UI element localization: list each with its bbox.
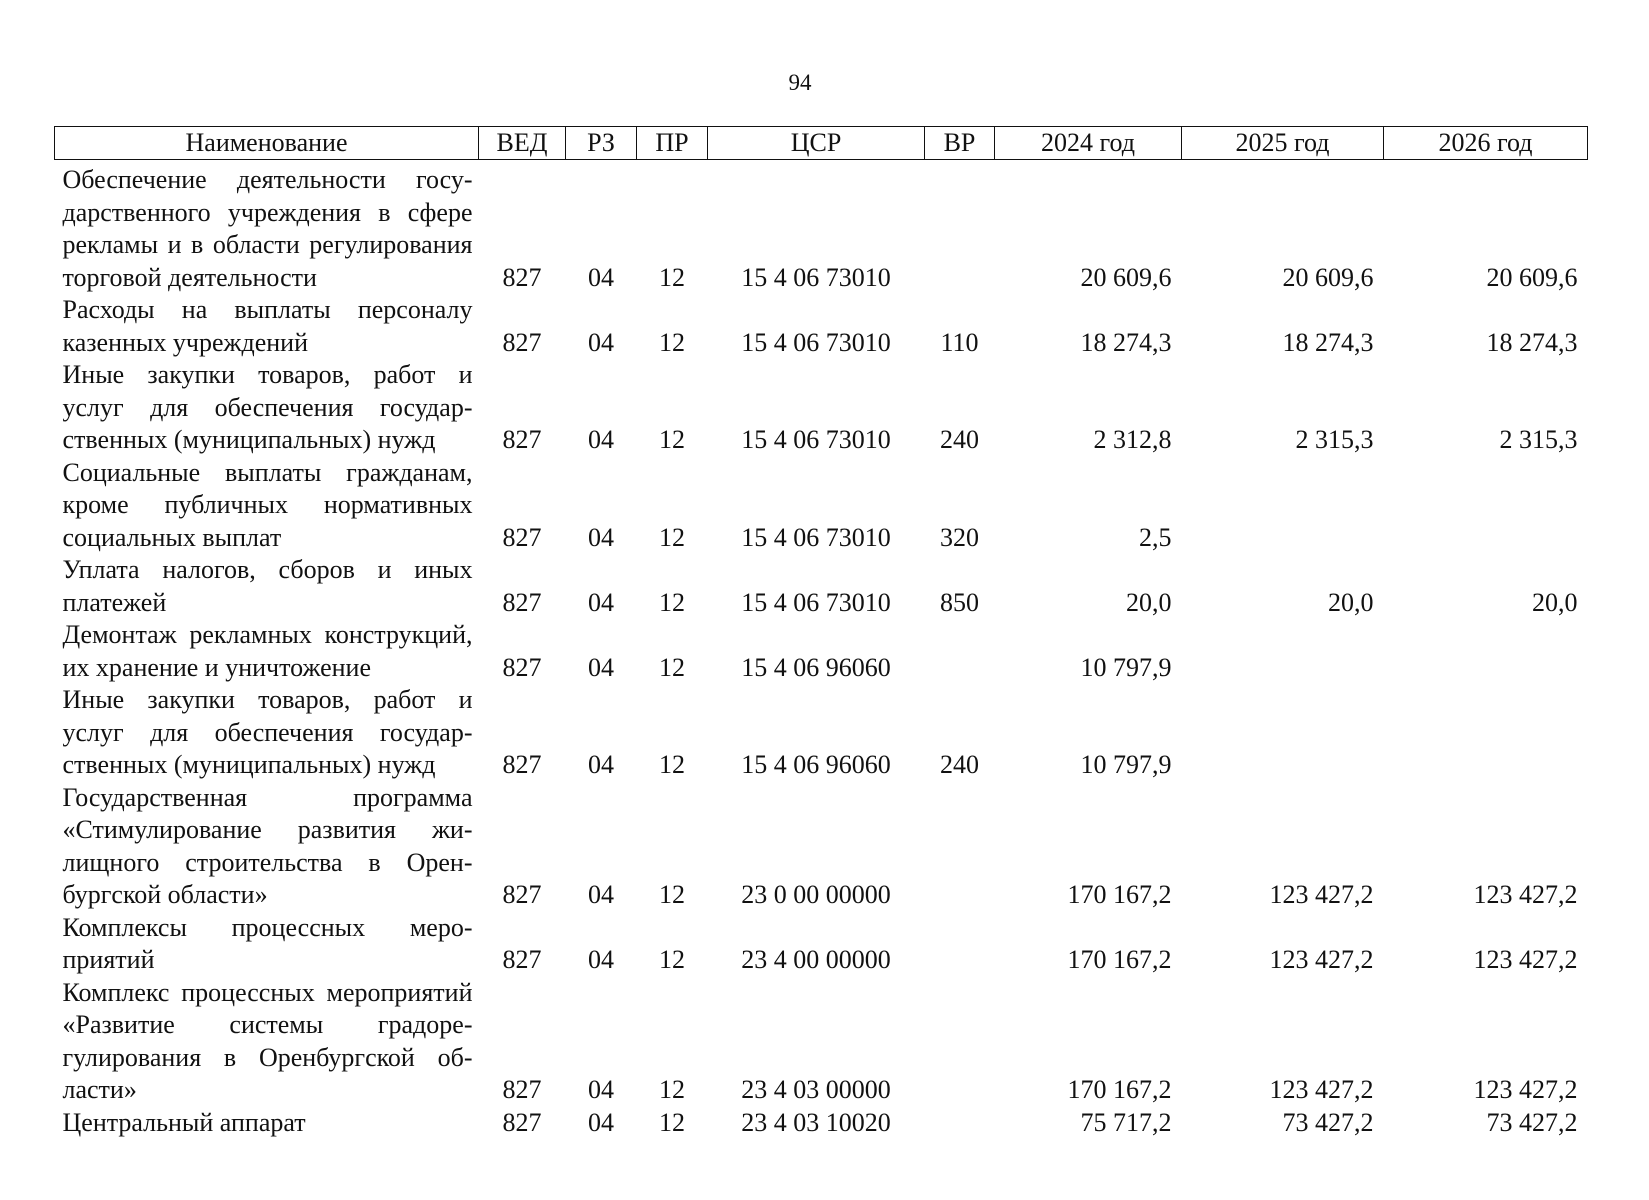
row-amount-2025	[1182, 619, 1384, 684]
table-row	[55, 164, 1588, 294]
row-amount-2025: 123 427,2	[1269, 880, 1374, 909]
table-body	[55, 160, 1588, 1140]
row-rz: 04	[588, 327, 614, 357]
row-amount-2026: 20 609,6	[1486, 262, 1578, 292]
row-rz: 04	[588, 1075, 614, 1104]
row-rz: 04	[588, 587, 614, 617]
header-2024: 2024 год	[995, 127, 1182, 160]
row-ved: 827	[502, 880, 542, 909]
page-number: 94	[788, 70, 812, 95]
header-name: Наименование	[55, 127, 479, 160]
row-name: Социальные выплаты гражданам, кроме публичных нормативных социальных выплат	[62, 457, 473, 552]
row-amount-2026: 18 274,3	[1486, 327, 1578, 357]
row-ved: 827	[502, 652, 542, 682]
row-amount-2025: 20,0	[1328, 587, 1374, 617]
row-vr	[925, 912, 995, 977]
row-ved: 827	[502, 1107, 542, 1137]
row-amount-2025: 20 609,6	[1282, 262, 1374, 292]
header-ved: ВЕД	[479, 127, 566, 160]
row-amount-2025: 2 315,3	[1295, 425, 1374, 454]
row-vr: 110	[940, 327, 979, 357]
row-ved: 827	[502, 327, 542, 357]
row-amount-2024: 20,0	[1126, 587, 1172, 617]
row-amount-2026: 20,0	[1532, 587, 1578, 617]
row-amount-2026	[1384, 619, 1588, 684]
row-amount-2024: 20 609,6	[1080, 262, 1172, 292]
row-vr	[925, 977, 995, 1107]
row-pr: 12	[659, 945, 685, 974]
row-amount-2024: 170 167,2	[1067, 1075, 1172, 1104]
row-csr: 15 4 06 73010	[741, 522, 891, 552]
budget-table	[54, 126, 1588, 1139]
header-vr: ВР	[925, 127, 995, 160]
row-vr	[925, 782, 995, 912]
row-vr: 850	[940, 587, 979, 617]
row-pr: 12	[659, 522, 685, 552]
table-row	[55, 294, 1588, 359]
header-csr: ЦСР	[708, 127, 925, 160]
row-name: Уплата налогов, сборов и иных платежей	[62, 555, 473, 617]
row-amount-2024: 170 167,2	[1067, 880, 1172, 909]
row-vr: 320	[940, 522, 979, 552]
row-csr: 23 4 03 00000	[741, 1075, 891, 1104]
row-ved: 827	[502, 262, 542, 292]
table-row	[55, 912, 1588, 977]
row-vr	[925, 164, 995, 294]
row-amount-2025: 73 427,2	[1282, 1107, 1374, 1137]
row-csr: 15 4 06 73010	[741, 327, 891, 357]
row-name: Обеспечение деятельности государственного учреждения в сфере рекламы и в области регулирования торговой деятельности	[62, 165, 473, 292]
row-pr: 12	[659, 262, 685, 292]
row-ved: 827	[502, 425, 542, 454]
row-amount-2026	[1384, 684, 1588, 782]
row-amount-2026: 123 427,2	[1473, 1075, 1578, 1104]
row-pr: 12	[659, 587, 685, 617]
row-amount-2025: 18 274,3	[1282, 327, 1374, 357]
row-name: Расходы на выплаты персоналу казенных учреждений	[62, 295, 473, 357]
row-ved: 827	[502, 587, 542, 617]
row-amount-2026: 123 427,2	[1473, 880, 1578, 909]
row-amount-2026: 73 427,2	[1486, 1107, 1578, 1137]
row-name: Комплексы процессных мероприятий	[62, 912, 473, 974]
row-csr: 23 4 03 10020	[741, 1107, 891, 1137]
row-amount-2026	[1384, 457, 1588, 555]
row-rz: 04	[588, 945, 614, 974]
row-csr: 23 4 00 00000	[741, 945, 891, 974]
row-amount-2024: 10 797,9	[1080, 652, 1172, 682]
row-amount-2024: 18 274,3	[1080, 327, 1172, 357]
row-ved: 827	[502, 750, 542, 779]
row-pr: 12	[659, 1107, 685, 1137]
header-row	[55, 127, 1588, 160]
table-row	[55, 457, 1588, 555]
row-amount-2024: 10 797,9	[1080, 750, 1172, 779]
table-row	[55, 684, 1588, 782]
row-rz: 04	[588, 750, 614, 779]
row-rz: 04	[588, 1107, 614, 1137]
row-rz: 04	[588, 425, 614, 454]
row-rz: 04	[588, 522, 614, 552]
row-pr: 12	[659, 1075, 685, 1104]
header-2026: 2026 год	[1384, 127, 1588, 160]
row-rz: 04	[588, 262, 614, 292]
row-name: Государственная программа «Стимулирование развития жилищного строительства в Оренбургской области»	[62, 782, 473, 909]
row-amount-2025	[1182, 457, 1384, 555]
row-amount-2026: 123 427,2	[1473, 945, 1578, 974]
row-amount-2025: 123 427,2	[1269, 1075, 1374, 1104]
row-amount-2024: 2 312,8	[1093, 425, 1172, 454]
row-amount-2024: 75 717,2	[1080, 1107, 1172, 1137]
table-row	[55, 782, 1588, 912]
row-vr	[925, 1107, 995, 1140]
row-vr: 240	[940, 425, 979, 454]
row-csr: 15 4 06 96060	[741, 750, 891, 779]
table-row	[55, 554, 1588, 619]
table-row	[55, 1107, 1588, 1140]
row-amount-2025	[1182, 684, 1384, 782]
table-row	[55, 977, 1588, 1107]
table-header	[55, 127, 1588, 160]
row-pr: 12	[659, 425, 685, 454]
row-csr: 15 4 06 73010	[741, 262, 891, 292]
table-row	[55, 619, 1588, 684]
header-2025: 2025 год	[1182, 127, 1384, 160]
row-pr: 12	[659, 750, 685, 779]
row-vr: 240	[940, 750, 979, 779]
row-vr	[925, 619, 995, 684]
row-csr: 23 0 00 00000	[741, 880, 891, 909]
row-csr: 15 4 06 73010	[741, 587, 891, 617]
row-name: Иные закупки товаров, работ и услуг для обеспечения государственных (муниципальных) нужд	[62, 685, 473, 779]
row-rz: 04	[588, 880, 614, 909]
row-amount-2025: 123 427,2	[1269, 945, 1374, 974]
row-pr: 12	[659, 880, 685, 909]
row-name: Демонтаж рекламных конструкций, их хранение и уничтожение	[62, 620, 473, 682]
row-amount-2024: 170 167,2	[1067, 945, 1172, 974]
row-ved: 827	[502, 522, 542, 552]
row-name: Комплекс процессных мероприятий «Развитие системы градорегулирования в Оренбургской области»	[62, 977, 473, 1104]
row-name: Иные закупки товаров, работ и услуг для обеспечения государственных (муниципальных) нужд	[62, 360, 473, 454]
row-pr: 12	[659, 652, 685, 682]
row-csr: 15 4 06 73010	[741, 425, 891, 454]
row-amount-2024: 2,5	[1139, 522, 1172, 552]
row-ved: 827	[502, 945, 542, 974]
row-amount-2026: 2 315,3	[1499, 425, 1578, 454]
row-rz: 04	[588, 652, 614, 682]
row-ved: 827	[502, 1075, 542, 1104]
table-row	[55, 359, 1588, 457]
row-name: Центральный аппарат	[62, 1107, 306, 1137]
row-csr: 15 4 06 96060	[741, 652, 891, 682]
header-rz: РЗ	[566, 127, 637, 160]
row-pr: 12	[659, 327, 685, 357]
header-pr: ПР	[637, 127, 708, 160]
